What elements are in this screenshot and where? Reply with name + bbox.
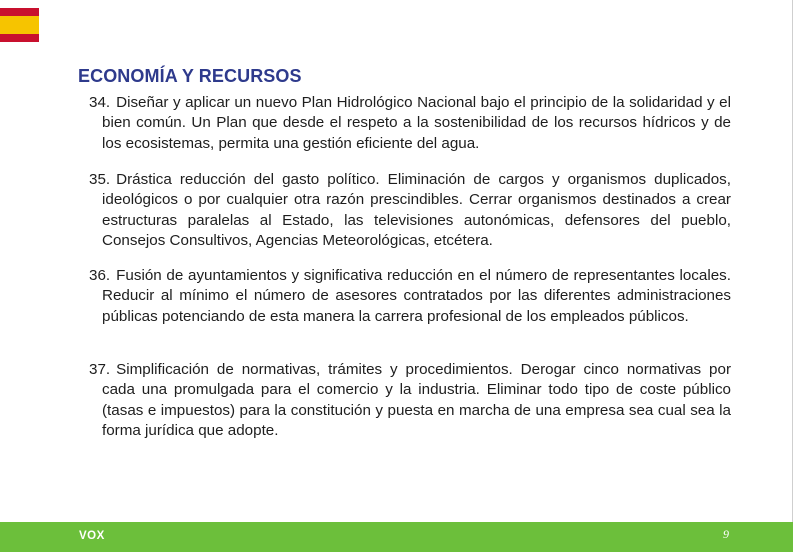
list-item: [89, 170, 731, 252]
item-text: Simplificación de normativas, trámites y procedimientos. Derogar cinco normativas por cada una promulgada para el comercio y la industria. Eliminar todo tipo de coste público (tasas e impuestos) para la constitución y puesta en marcha de una empresa sea cual sea la forma jurídica que adopte.: [102, 361, 731, 440]
item-text: Diseñar y aplicar un nuevo Plan Hidrológico Nacional bajo el principio de la solidaridad y el bien común. Un Plan que desde el respeto a la sostenibilidad de los recursos hídricos y de los ecosistemas, permita una gestión eficiente del agua.: [102, 94, 731, 152]
vox-logo: VOX: [79, 530, 105, 542]
flag-red-stripe-top: [0, 8, 39, 16]
list-item: [89, 93, 731, 154]
flag-red-stripe-bottom: [0, 34, 39, 42]
item-text: Fusión de ayuntamientos y significativa reducción en el número de representantes locales. Reducir al mínimo el número de asesores contratados por las diferentes administraciones públicas potenciando de esta manera la carrera profesional de los empleados públicos.: [102, 267, 731, 325]
item-text: Drástica reducción del gasto político. Eliminación de cargos y organismos duplicados, ideológicos o por cualquier otra razón prescindibles. Cerrar organismos destinados a crear estructuras paralelas al Estado, las televisiones autonómicas, defensores del pueblo, Consejos Consultivos, Agencias Meteorológicas, etcétera.: [102, 171, 731, 250]
footer-bar: [0, 522, 793, 552]
item-number: 36.: [89, 267, 111, 284]
item-number: 35.: [89, 171, 111, 188]
list-item: [89, 360, 731, 442]
spain-flag-icon: [0, 8, 39, 42]
page-title: ECONOMÍA Y RECURSOS: [78, 66, 302, 86]
page-number: 9: [723, 527, 729, 541]
item-number: 34.: [89, 94, 111, 111]
list-item: [89, 266, 731, 327]
item-number: 37.: [89, 361, 111, 378]
flag-yellow-stripe: [0, 16, 39, 34]
